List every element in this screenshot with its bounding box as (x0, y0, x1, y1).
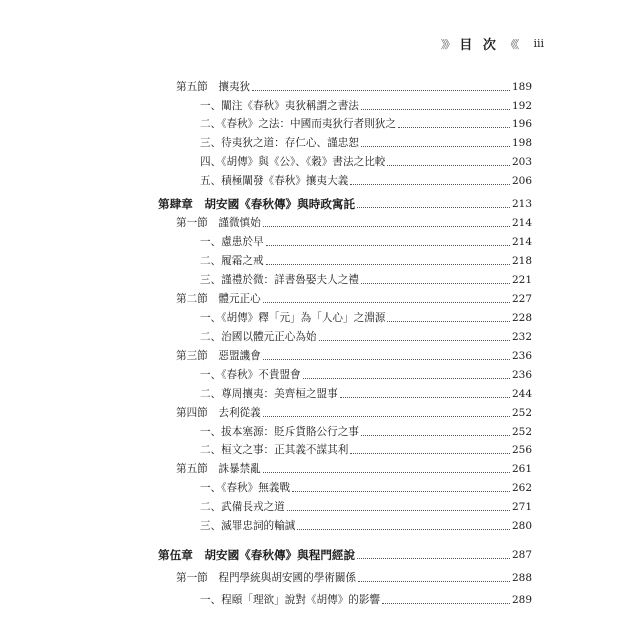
toc-entry-subsection (200, 519, 532, 533)
toc-entry-subsection (200, 425, 532, 439)
toc-entry-subsection (200, 387, 532, 401)
toc-entry-subsection (200, 155, 532, 169)
dot-leader (357, 557, 510, 559)
toc-entry-page: 213 (511, 197, 532, 210)
toc-entry-page: 262 (511, 482, 532, 495)
toc-entry-section (176, 406, 532, 420)
toc-entry-page: 214 (511, 217, 532, 230)
dot-leader (361, 108, 510, 110)
toc-entry-label: 一、拔本塞源：貶斥貨賂公行之事 (200, 425, 359, 438)
toc-entry-section (176, 349, 532, 363)
running-header (441, 34, 544, 53)
toc-entry-subsection (200, 481, 532, 495)
toc-entry-page: 287 (511, 549, 532, 561)
header-page-number: iii (533, 37, 544, 50)
toc-entry-subsection (200, 235, 532, 249)
toc-entry-subsection (200, 330, 532, 344)
toc-entry-label: 二、治國以體元正心為始 (200, 330, 317, 343)
toc-entry-label: 三、待夷狄之道：存仁心、謹忠恕 (200, 137, 359, 150)
toc-entry-subsection (200, 254, 532, 268)
dot-leader (382, 602, 510, 604)
toc-entry-page: 280 (511, 520, 532, 533)
toc-entry-label: 一、闡注《春秋》夷狄稱謂之書法 (200, 99, 359, 112)
toc-entry-subsection (200, 273, 532, 287)
toc-entry-subsection (200, 500, 532, 514)
toc-entry-label: 第伍章 胡安國《春秋傳》與程門經說 (158, 548, 356, 562)
toc-entry-page: 198 (511, 137, 532, 150)
toc-entry-label: 第一節 謹微慎始 (176, 217, 261, 230)
toc-entry-page: 228 (511, 311, 532, 324)
dot-leader (358, 580, 510, 582)
toc-entry-section (176, 462, 532, 476)
toc-entry-page: 236 (511, 349, 532, 362)
toc-entry-label: 第四節 去利從義 (176, 406, 261, 419)
toc-entry-subsection (200, 311, 532, 325)
toc-entry-page: 206 (511, 175, 532, 188)
dot-leader (387, 164, 510, 166)
toc-entry-label: 四、《胡傳》與《公》、《穀》書法之比較 (200, 156, 386, 169)
dot-leader (266, 244, 510, 246)
toc-entry-section (176, 80, 532, 94)
dot-leader (263, 301, 510, 303)
toc-entry-label: 一、《春秋》不貴盟會 (200, 368, 301, 381)
toc-entry-label: 二、桓文之事：正其義不謀其利 (200, 444, 349, 457)
toc-entry-label: 二、武備長戎之道 (200, 501, 285, 514)
toc-entry-label: 一、程頤「理欲」說對《胡傳》的影響 (200, 594, 381, 606)
dot-leader (361, 282, 510, 284)
toc-entry-page: 221 (511, 274, 532, 287)
toc-entry-chapter (158, 197, 532, 211)
toc-entry-subsection (200, 443, 532, 457)
toc-entry-label: 三、滅罪忠詞的輸誠 (200, 520, 296, 533)
toc-entry-subsection (200, 117, 532, 131)
toc-entry-label: 三、謹禮於微：詳書魯娶夫人之禮 (200, 274, 359, 287)
header-right-arrows: 《《 (504, 37, 518, 51)
dot-leader (361, 434, 510, 436)
toc-entry-page: 227 (511, 293, 532, 306)
toc-entry-label: 五、積極闡發《春秋》攘夷大義 (200, 175, 349, 188)
toc-entry-label: 第一節 程門學統與胡安國的學術關係 (176, 572, 357, 584)
dot-leader (263, 225, 510, 227)
toc-entry-label: 第五節 誅暴禁亂 (176, 463, 261, 476)
toc-entry-subsection (200, 99, 532, 113)
dot-leader (292, 490, 510, 492)
header-left-arrows: 》》 (440, 37, 454, 51)
toc-entry-label: 一、《春秋》無義戰 (200, 482, 291, 495)
toc-entry-page: 196 (511, 118, 532, 131)
toc-entry-subsection (200, 368, 532, 382)
dot-leader (287, 509, 510, 511)
toc-entry-label: 第三節 惡盟譏會 (176, 349, 261, 362)
dot-leader (350, 452, 510, 454)
toc-entry-label: 二、《春秋》之法：中國而夷狄行者則狄之 (200, 118, 396, 131)
dot-leader (303, 377, 510, 379)
dot-leader (252, 89, 510, 91)
toc-entry-page: 256 (511, 444, 532, 457)
toc-entry-page: 214 (511, 236, 532, 249)
toc-entry-page: 203 (511, 156, 532, 169)
toc-entry-label: 第二節 體元正心 (176, 293, 261, 306)
toc-entry-page: 236 (511, 368, 532, 381)
toc-entry-subsection (200, 136, 532, 150)
toc-entry-page: 189 (511, 80, 532, 93)
toc-entry-page: 288 (511, 572, 532, 584)
toc-entry-label: 一、《胡傳》釋「元」為「人心」之淵源 (200, 311, 386, 324)
toc-entry-label: 二、履霜之戒 (200, 255, 264, 268)
toc-entry-label: 第肆章 胡安國《春秋傳》與時政寓託 (158, 196, 356, 211)
dot-leader (263, 358, 510, 360)
dot-leader (387, 320, 510, 322)
toc-entry-page: 218 (511, 255, 532, 268)
toc-entry-section (176, 571, 532, 585)
toc-entry-page: 252 (511, 425, 532, 438)
dot-leader (297, 528, 510, 530)
toc-entry-page: 289 (511, 594, 532, 606)
dot-leader (361, 145, 510, 147)
toc-entry-chapter (158, 548, 532, 562)
toc-entry-page: 192 (511, 99, 532, 112)
toc-entry-subsection (200, 593, 532, 607)
header-title: 目 次 (459, 38, 499, 53)
toc-entry-subsection (200, 174, 532, 188)
toc-entry-page: 244 (511, 387, 532, 400)
toc-entry-page: 261 (511, 463, 532, 476)
toc-entry-page: 271 (511, 501, 532, 514)
toc-entry-section (176, 216, 532, 230)
dot-leader (398, 126, 510, 128)
dot-leader (340, 396, 510, 398)
dot-leader (319, 339, 510, 341)
dot-leader (266, 263, 510, 265)
toc-entry-page: 232 (511, 330, 532, 343)
dot-leader (263, 471, 510, 473)
toc-entry-label: 二、尊周攘夷：美齊桓之盟事 (200, 387, 338, 400)
toc-entry-page: 252 (511, 406, 532, 419)
toc-entry-label: 第五節 攘夷狄 (176, 80, 251, 93)
dot-leader (263, 415, 510, 417)
toc-entry-label: 一、慮患於早 (200, 236, 264, 249)
dot-leader (357, 206, 510, 208)
dot-leader (350, 183, 510, 185)
toc-entry-section (176, 292, 532, 306)
